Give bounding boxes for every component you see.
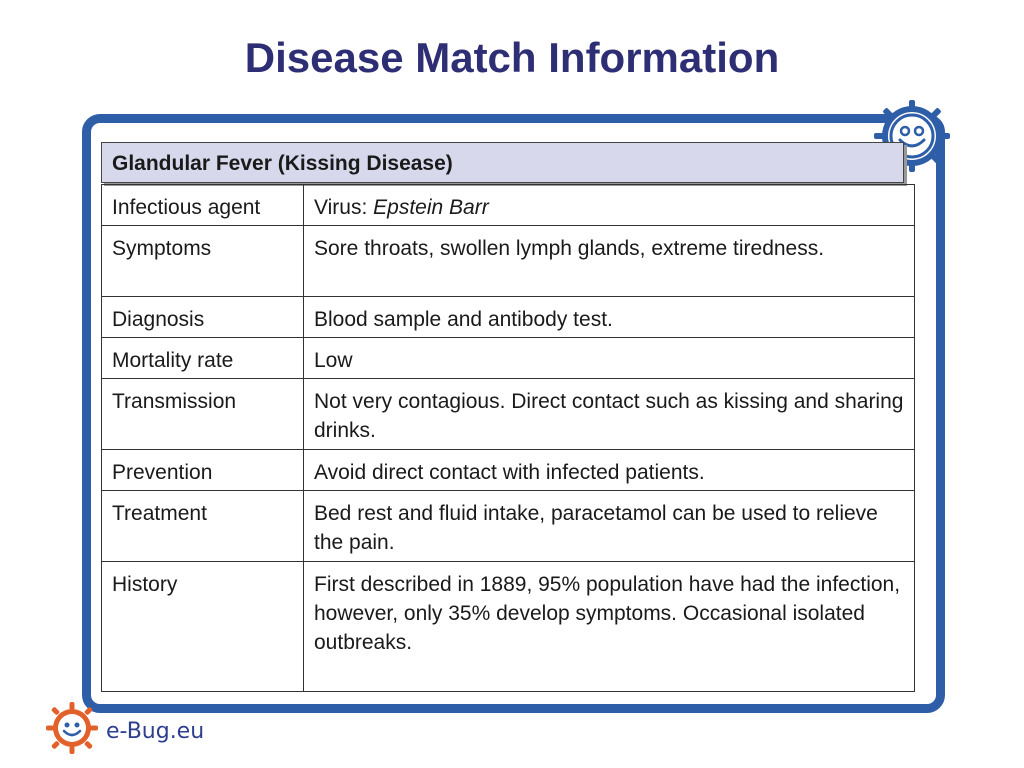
row-label: Transmission [102,379,304,450]
row-label: Infectious agent [102,185,304,226]
row-value: Bed rest and fluid intake, paracetamol can be used to relieve the pain. [304,491,915,562]
row-label: Treatment [102,491,304,562]
row-label: Symptoms [102,226,304,297]
row-value [304,185,915,226]
row-value: Blood sample and antibody test. [304,297,915,338]
row-value-prefix: Virus: [314,196,374,219]
row-label: Diagnosis [102,297,304,338]
row-value: Low [304,338,915,379]
e-bug-microbe-logo [44,700,100,756]
row-value: Sore throats, swollen lymph glands, extreme tiredness. [304,226,915,297]
row-value-italic: Epstein Barr [373,196,489,219]
table-row [102,297,915,338]
row-label: Mortality rate [102,338,304,379]
table-row [102,562,915,692]
row-value: Not very contagious. Direct contact such as kissing and sharing drinks. [304,379,915,450]
footer-brand: e-Bug.eu [106,719,205,744]
row-label: Prevention [102,450,304,491]
info-table [101,184,915,692]
page-title: Disease Match Information [244,34,780,81]
table-row [102,491,915,562]
table-row [102,338,915,379]
table-heading: Glandular Fever (Kissing Disease) [101,142,904,183]
row-value: Avoid direct contact with infected patients. [304,450,915,491]
table-row [102,226,915,297]
table-row [102,450,915,491]
row-value: First described in 1889, 95% population have had the infection, however, only 35% develop symptoms. Occasional isolated outbreaks. [304,562,915,692]
table-row [102,185,915,226]
row-label: History [102,562,304,692]
table-row [102,379,915,450]
